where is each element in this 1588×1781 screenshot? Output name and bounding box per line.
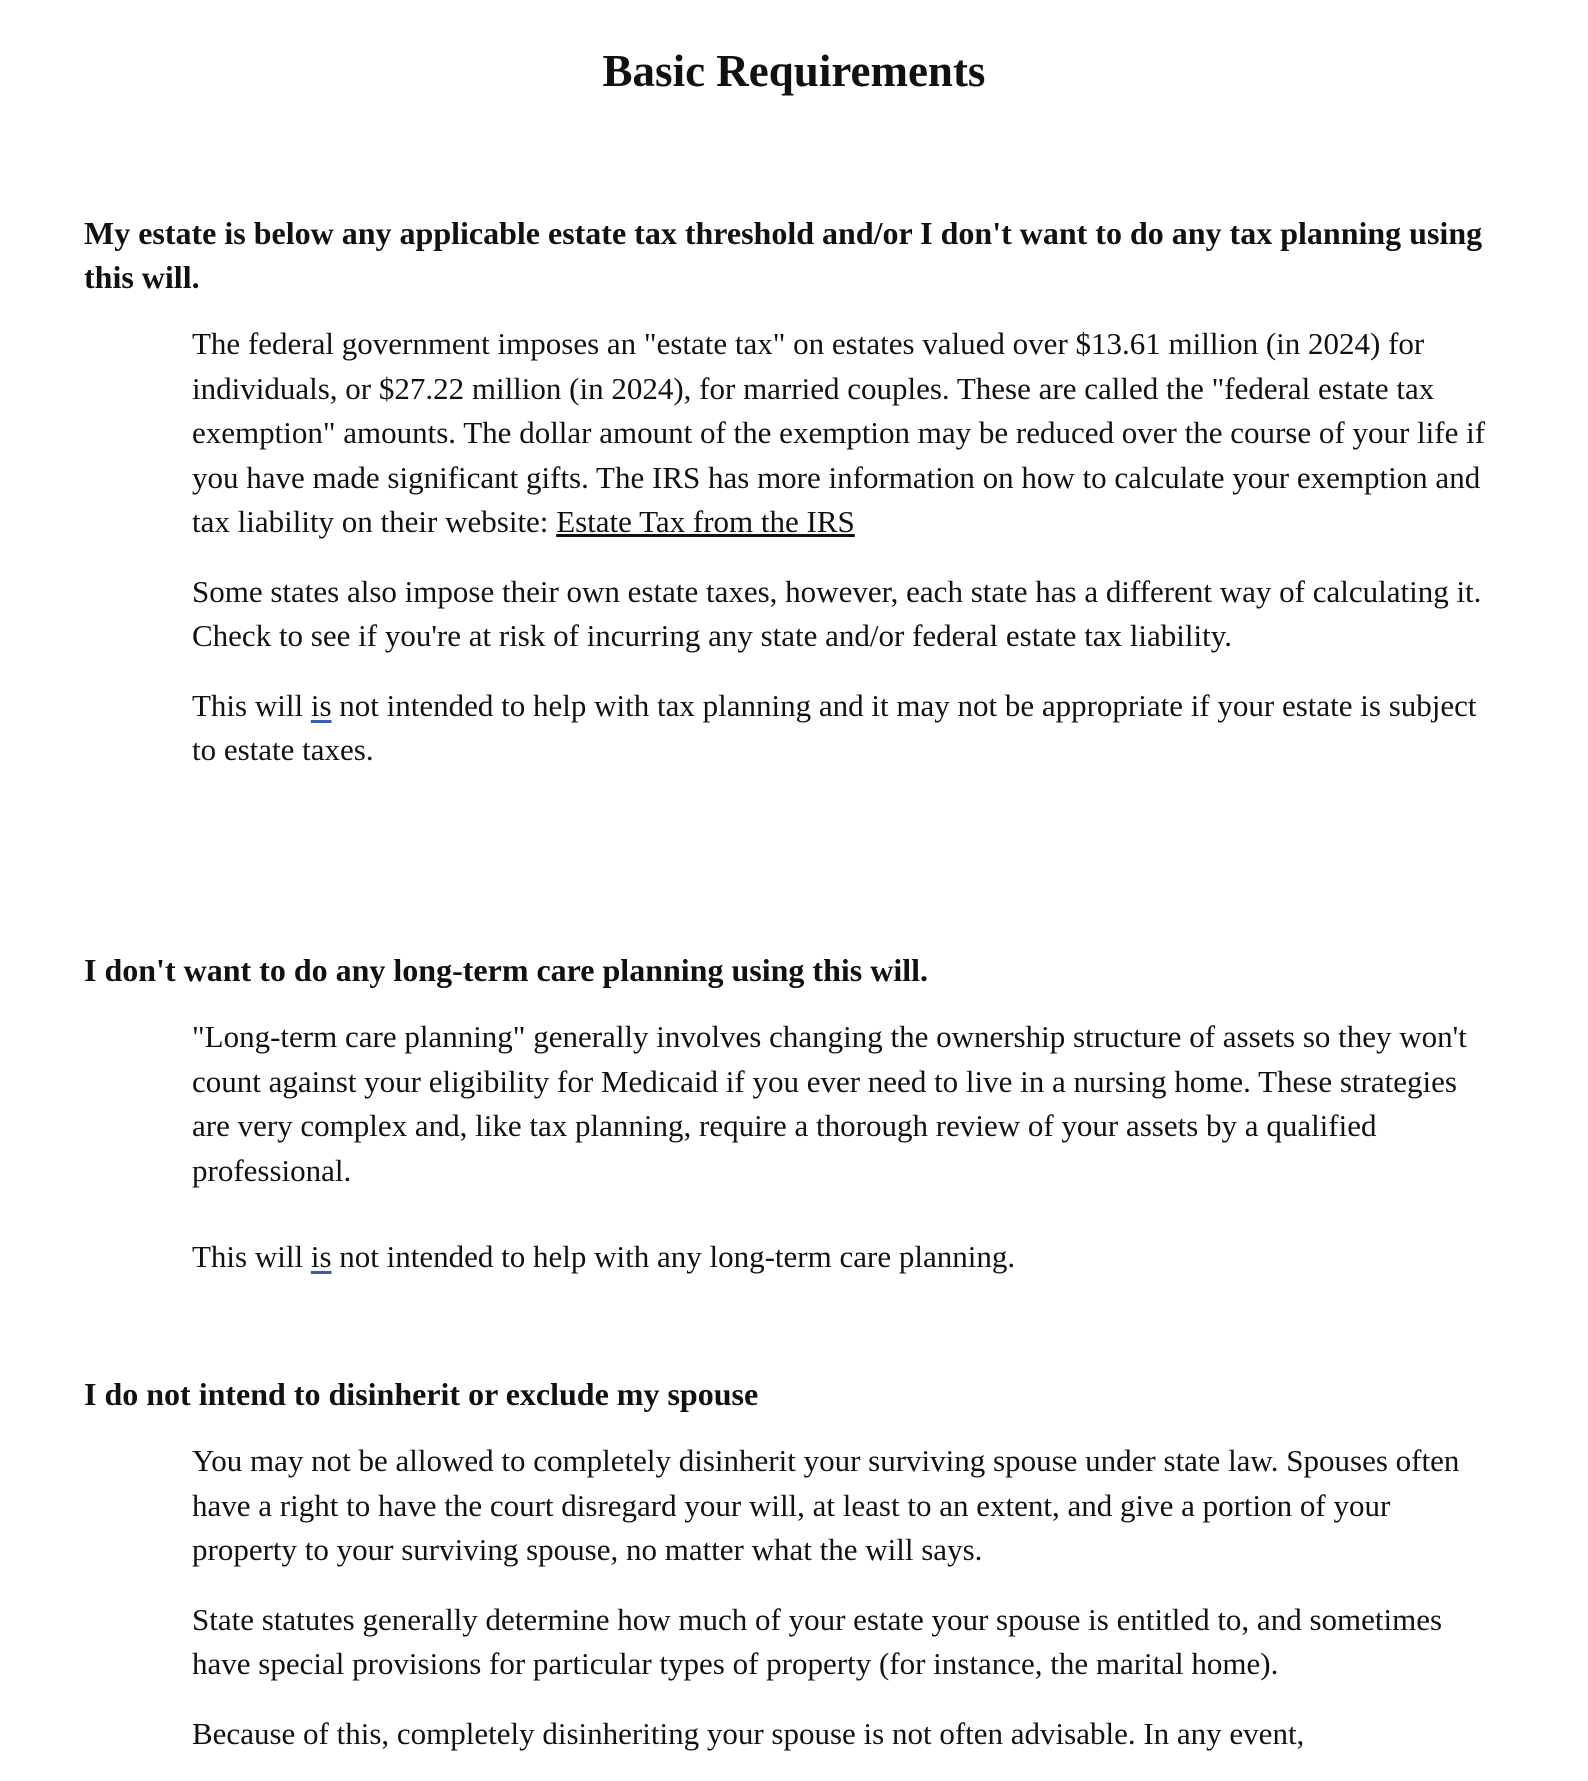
paragraph-disinherit-advice: Because of this, completely disinheriting your spouse is not often advisable. In any event,: [192, 1715, 1305, 1751]
paragraph-state-estate-tax: Some states also impose their own estate taxes, however, each state has a different way of calculating it. Check to see if you're at risk of incurring any state and/or federal estate tax liability.: [192, 573, 1482, 653]
section-long-term-care: [0, 948, 1588, 1280]
paragraph-state-statutes: State statutes generally determine how much of your estate your spouse is entitled to, and sometimes have special provisions for particular types of property (for instance, the marital home).: [192, 1601, 1443, 1681]
paragraph-tax-planning-note: [192, 684, 1492, 773]
paragraph-text: not intended to help with any long-term care planning.: [331, 1239, 1016, 1274]
section-heading-spouse: I do not intend to disinherit or exclude my spouse: [84, 1376, 759, 1412]
paragraph-disinherit-spouse: You may not be allowed to completely disinherit your surviving spouse under state law. Spouses often have a right to have the court disregard your will, at least to an extent, and give a portion of your property to your surviving spouse, no matter what the will says.: [192, 1443, 1460, 1567]
marked-word: is: [310, 1239, 332, 1274]
paragraph-federal-estate-tax: [192, 322, 1492, 545]
paragraph-text: The federal government imposes an "estate tax" on estates valued over $13.61 million (in 2024) for individuals, or $27.22 million (in 2024), for married couples. These are called the "federal estate tax exemption" amounts. The dollar amount of the exemption may be reduced over the course of your life if you have made significant gifts. The IRS has more information on how to calculate your exemption and tax liability on their website:: [192, 326, 1486, 539]
paragraph-text: This will: [192, 1239, 311, 1274]
paragraph-long-term-care-note: [192, 1235, 1492, 1280]
irs-estate-tax-link[interactable]: Estate Tax from the IRS: [556, 504, 855, 539]
paragraph-text: This will: [192, 687, 311, 723]
section-spouse: [0, 1372, 1588, 1756]
paragraph-long-term-care-planning: "Long-term care planning" generally involves changing the ownership structure of assets so they won't count against your eligibility for Medicaid if you ever need to live in a nursing home. These strategies are very complex and, like tax planning, require a thorough review of your assets by a qualified professional.: [192, 1019, 1467, 1188]
page-title: Basic Requirements: [602, 46, 986, 96]
section-heading-long-term-care: I don't want to do any long-term care planning using this will.: [84, 952, 928, 988]
paragraph-text: not intended to help with tax planning and it may not be appropriate if your estate is subject to estate taxes.: [192, 687, 1477, 767]
section-estate-tax: [0, 211, 1588, 773]
section-heading-estate-tax: My estate is below any applicable estate tax threshold and/or I don't want to do any tax planning using this will.: [84, 215, 1483, 295]
marked-word: is: [310, 687, 332, 723]
